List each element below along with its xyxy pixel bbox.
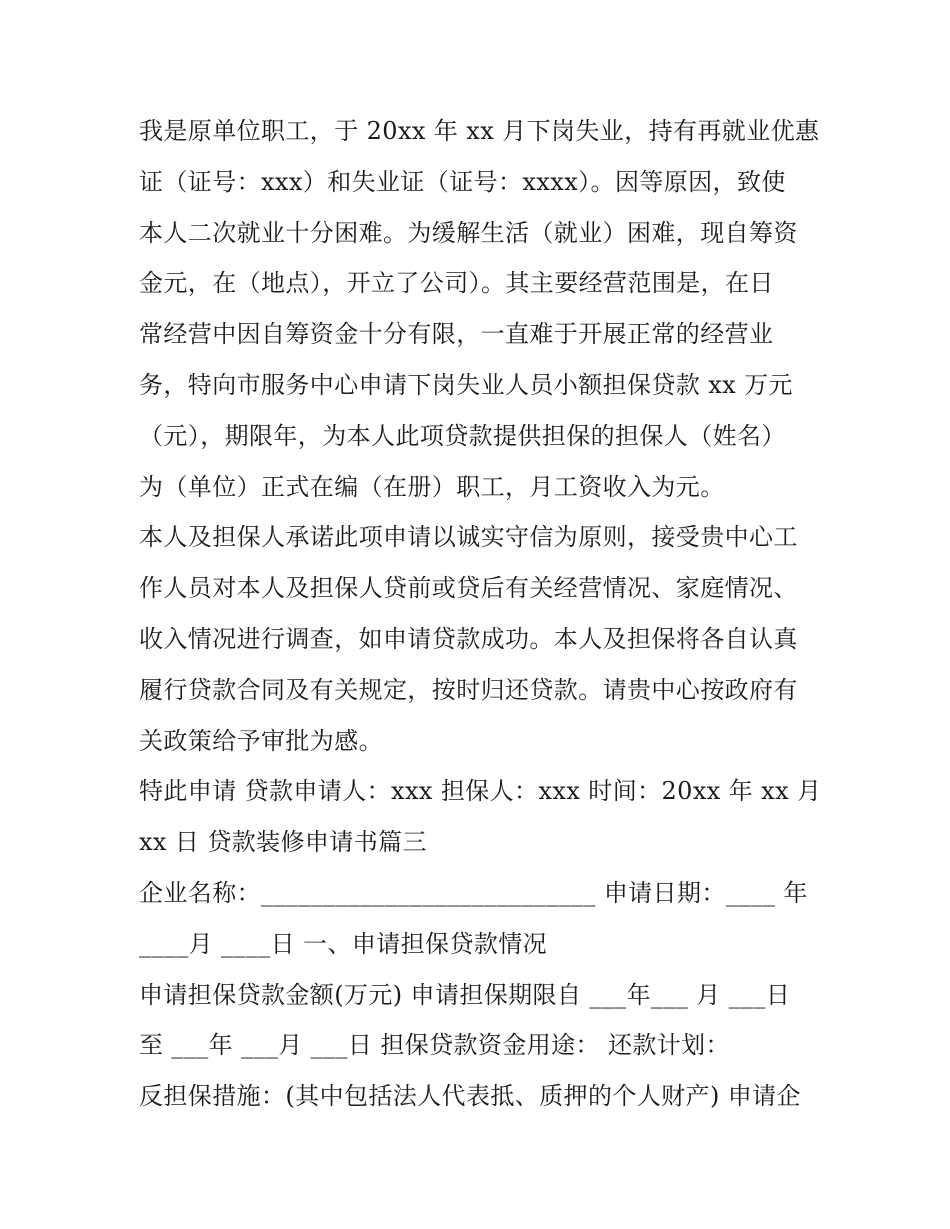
text-line-5: 常经营中因自筹资金十分有限，一直难于开展正常的经营业 [139, 320, 774, 349]
text-line-15: xx 日 贷款装修申请书篇三 [139, 828, 427, 857]
text-line-1: 我是原单位职工，于 20xx 年 xx 月下岗失业，持有再就业优惠 [139, 117, 820, 145]
text-line-6: 务，特向市服务中心申请下岗失业人员小额担保贷款 xx 万元 [139, 370, 793, 399]
text-line-16: 企业名称：___________________________ 申请日期：____ 年 [139, 878, 808, 907]
text-line-4: 金元，在（地点），开立了公司）。其主要经营范围是，在日 [139, 269, 774, 298]
text-line-20: 反担保措施：(其中包括法人代表抵、质押的个人财产) 申请企 [139, 1082, 801, 1111]
text-line-12: 履行贷款合同及有关规定，按时归还贷款。请贵中心按政府有 [139, 675, 798, 704]
text-line-9: 本人及担保人承诺此项申请以诚实守信为原则，接受贵中心工 [139, 523, 798, 552]
text-line-17: ____月 ____日 一、申请担保贷款情况 [139, 929, 548, 958]
text-line-2: 证（证号：xxx）和失业证（证号：xxxx）。因等原因，致使 [139, 167, 786, 196]
text-line-3: 本人二次就业十分困难。为缓解生活（就业）困难，现自筹资 [139, 218, 798, 247]
text-line-10: 作人员对本人及担保人贷前或贷后有关经营情况、家庭情况、 [139, 574, 798, 603]
text-line-7: （元），期限年，为本人此项贷款提供担保的担保人（姓名） [139, 421, 786, 450]
text-line-14: 特此申请 贷款申请人：xxx 担保人：xxx 时间：20xx 年 xx 月 [139, 777, 822, 806]
text-line-11: 收入情况进行调查，如申请贷款成功。本人及担保将各自认真 [139, 624, 798, 653]
text-line-13: 关政策给予审批为感。 [139, 726, 383, 755]
text-line-18: 申请担保贷款金额(万元) 申请担保期限自 ___年___ 月 ___日 [139, 980, 791, 1009]
text-line-8: 为（单位）正式在编（在册）职工，月工资收入为元。 [139, 472, 725, 501]
text-line-19: 至 ___年 ___月 ___日 担保贷款资金用途： 还款计划： [139, 1031, 730, 1060]
document-body [139, 106, 829, 1122]
